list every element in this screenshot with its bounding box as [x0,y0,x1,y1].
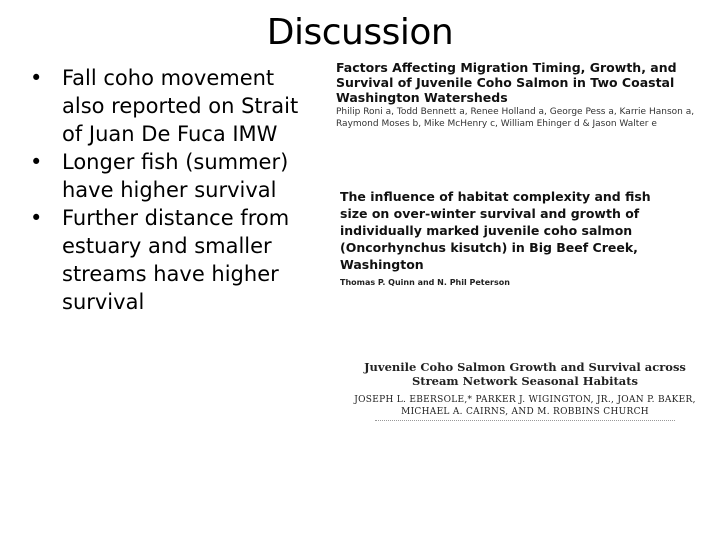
bullet-dot-icon: • [30,150,43,174]
bullet-dot-icon: • [30,66,43,90]
bullet-item [30,148,310,204]
paper-title: The influence of habitat complexity and fish size on over-winter survival and growth of individually marked juvenile coho salmon (Oncorhynchus kisutch) in Big Beef Creek, Washington [340,189,651,272]
bullet-text: Further distance from estuary and smaller streams have higher survival [62,206,290,314]
paper-authors: Philip Roni a, Todd Bennett a, Renee Holland a, George Pess a, Karrie Hanson a, Raymond Moses b, Mike McHenry c, William Ehinger d & Jason Walter e [336,107,695,129]
bullet-list [30,64,310,316]
paper-title: Juvenile Coho Salmon Growth and Survival across Stream Network Seasonal Habitats [364,360,686,388]
bullet-text: Longer fish (summer) have higher survival [62,150,289,202]
paper-clipping [346,360,704,424]
bullet-text: Fall coho movement also reported on Strait of Juan De Fuca IMW [62,66,299,146]
bullet-item [30,204,310,316]
bullet-item [30,64,310,148]
slide-title: Discussion [266,12,454,53]
paper-clipping [336,60,720,130]
paper-title: Factors Affecting Migration Timing, Growth, and Survival of Juvenile Coho Salmon in Two Coastal Washington Watersheds [336,60,677,105]
paper-clipping [340,188,670,289]
paper-authors: Thomas P. Quinn and N. Phil Peterson [340,278,510,287]
bullet-dot-icon: • [30,206,43,230]
paper-authors: JOSEPH L. EBERSOLE,* PARKER J. WIGINGTON, JR., JOAN P. BAKER, MICHAEL A. CAIRNS, AND M. ROBBINS CHURCH [354,395,696,417]
clipping-cut-edge [375,420,675,424]
